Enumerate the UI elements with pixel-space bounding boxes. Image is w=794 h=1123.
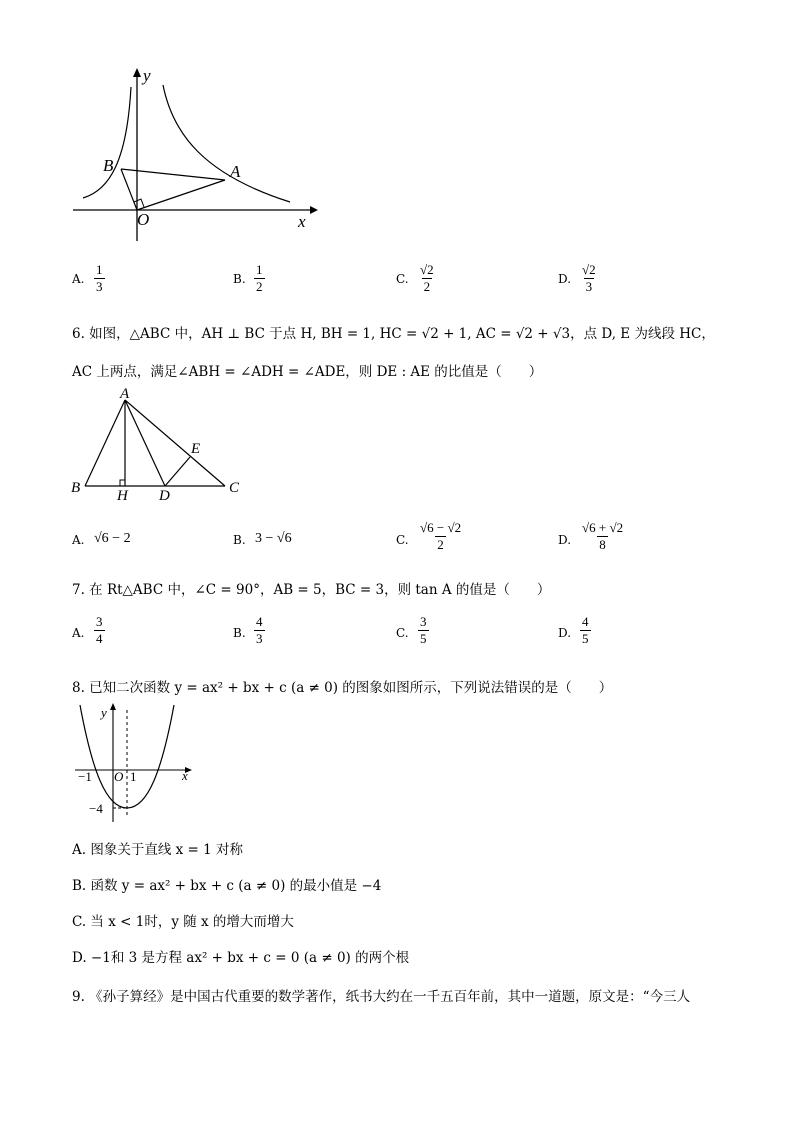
- label-B: B: [103, 156, 114, 175]
- numerator: √6 − √2: [420, 520, 462, 535]
- q6-stem-line2: AC 上两点，满足∠ABH = ∠ADH = ∠ADE，则 DE : AE 的比值是（ ）: [72, 364, 543, 380]
- numerator: √2: [582, 262, 596, 277]
- q6-option-d-fraction[interactable]: [580, 520, 625, 553]
- label-neg4: −4: [89, 801, 103, 816]
- q5-figure: [65, 65, 325, 245]
- q7-stem-line1: 7. 在 Rt△ABC 中，∠C = 90°，AB = 5，BC = 3，则 tan A 的值是（ ）: [72, 582, 551, 598]
- q5-option-d-fraction[interactable]: [580, 262, 598, 295]
- denominator: 5: [420, 631, 427, 646]
- q5-option-d-letter: D.: [558, 272, 572, 286]
- hyperbola-left-branch: [83, 87, 131, 198]
- denominator: 8: [599, 537, 606, 552]
- hyperbola-right-branch: [163, 85, 290, 202]
- q8-option-b[interactable]: B. 函数 y = ax² + bx + c (a ≠ 0) 的最小值是 −4: [72, 878, 382, 894]
- numerator: 1: [96, 262, 103, 277]
- q8-option-d[interactable]: D. −1和 3 是方程 ax² + bx + c = 0 (a ≠ 0) 的两个根: [72, 950, 410, 966]
- label-H: H: [117, 488, 128, 500]
- label-C: C: [229, 480, 240, 496]
- q5-option-a-letter: A.: [72, 272, 85, 286]
- right-angle-mark-H: [120, 480, 125, 486]
- denominator: 3: [96, 279, 103, 294]
- numerator: 4: [256, 614, 263, 629]
- label-E: E: [191, 441, 201, 457]
- q6-figure: [65, 382, 255, 500]
- parabola: [80, 705, 174, 808]
- segment-AC: [125, 400, 225, 486]
- denominator: 5: [582, 631, 589, 646]
- numerator: √2: [420, 262, 434, 277]
- q6-option-b-text[interactable]: 3 − √6: [255, 531, 292, 546]
- q5-option-c-fraction[interactable]: [418, 262, 436, 295]
- numerator: 3: [420, 614, 427, 629]
- q7-option-a-letter: A.: [72, 626, 85, 640]
- segment-OB: [121, 169, 137, 210]
- label-one: 1: [130, 769, 137, 784]
- q7-option-b-letter: B.: [233, 626, 246, 640]
- denominator: 4: [96, 631, 103, 646]
- q6-option-d-letter: D.: [558, 533, 572, 547]
- numerator: 3: [96, 614, 103, 629]
- label-D: D: [159, 488, 170, 500]
- q7-option-c-letter: C.: [396, 626, 409, 640]
- q7-option-c-fraction[interactable]: [418, 614, 429, 647]
- q8-stem-line1: 8. 已知二次函数 y = ax² + bx + c (a ≠ 0) 的图象如图所示，下列说法错误的是（ ）: [72, 680, 613, 696]
- denominator: 3: [585, 279, 593, 294]
- q7-option-d-letter: D.: [558, 626, 572, 640]
- segment-OA: [137, 180, 225, 210]
- segment-DE: [165, 457, 190, 486]
- q6-option-a-letter: A.: [72, 533, 85, 547]
- label-B: B: [71, 480, 81, 496]
- label-x: x: [298, 212, 306, 231]
- q8-figure: [70, 700, 200, 825]
- numerator: 4: [582, 614, 589, 629]
- q6-option-a-text[interactable]: √6 − 2: [94, 531, 131, 546]
- denominator: 3: [256, 631, 263, 646]
- x-axis-arrow: [310, 206, 318, 214]
- q6-option-c-fraction[interactable]: [418, 520, 463, 553]
- label-O: O: [114, 769, 124, 784]
- label-A: A: [230, 162, 241, 181]
- denominator: 2: [256, 279, 263, 294]
- numerator: √6 + √2: [582, 520, 624, 535]
- q5-option-b-fraction[interactable]: [254, 262, 265, 295]
- q5-option-c-letter: C.: [396, 272, 409, 286]
- q6-option-b-letter: B.: [233, 533, 246, 547]
- q7-option-a-fraction[interactable]: [94, 614, 105, 647]
- numerator: 1: [256, 262, 263, 277]
- q8-option-c[interactable]: C. 当 x < 1时，y 随 x 的增大而增大: [72, 914, 294, 930]
- label-x: x: [182, 768, 188, 783]
- y-axis-arrow: [110, 703, 116, 710]
- segment-AD: [125, 400, 165, 486]
- y-axis-arrow: [133, 68, 141, 77]
- q8-option-a[interactable]: A. 图象关于直线 x = 1 对称: [72, 842, 244, 858]
- q6-stem-line1: 6. 如图，△ABC 中，AH ⊥ BC 于点 H, BH = 1, HC = √2 + 1, AC = √2 + √3，点 D, E 为线段 HC，: [72, 326, 715, 342]
- label-y: y: [101, 705, 107, 720]
- q5-option-a-fraction[interactable]: [94, 262, 105, 295]
- q7-option-b-fraction[interactable]: [254, 614, 265, 647]
- q5-option-b-letter: B.: [233, 272, 246, 286]
- segment-AB: [85, 400, 125, 486]
- q9-stem-line1: 9. 《孙子算经》是中国古代重要的数学著作，纸书大约在一千五百年前，其中一道题，原文是：“今三人: [72, 989, 691, 1005]
- label-y: y: [143, 66, 151, 85]
- q6-option-c-letter: C.: [396, 533, 409, 547]
- denominator: 2: [437, 537, 444, 552]
- label-O: O: [137, 210, 150, 229]
- label-neg1: −1: [78, 769, 92, 784]
- denominator: 2: [423, 279, 431, 294]
- label-A: A: [120, 386, 130, 402]
- q7-option-d-fraction[interactable]: [580, 614, 591, 647]
